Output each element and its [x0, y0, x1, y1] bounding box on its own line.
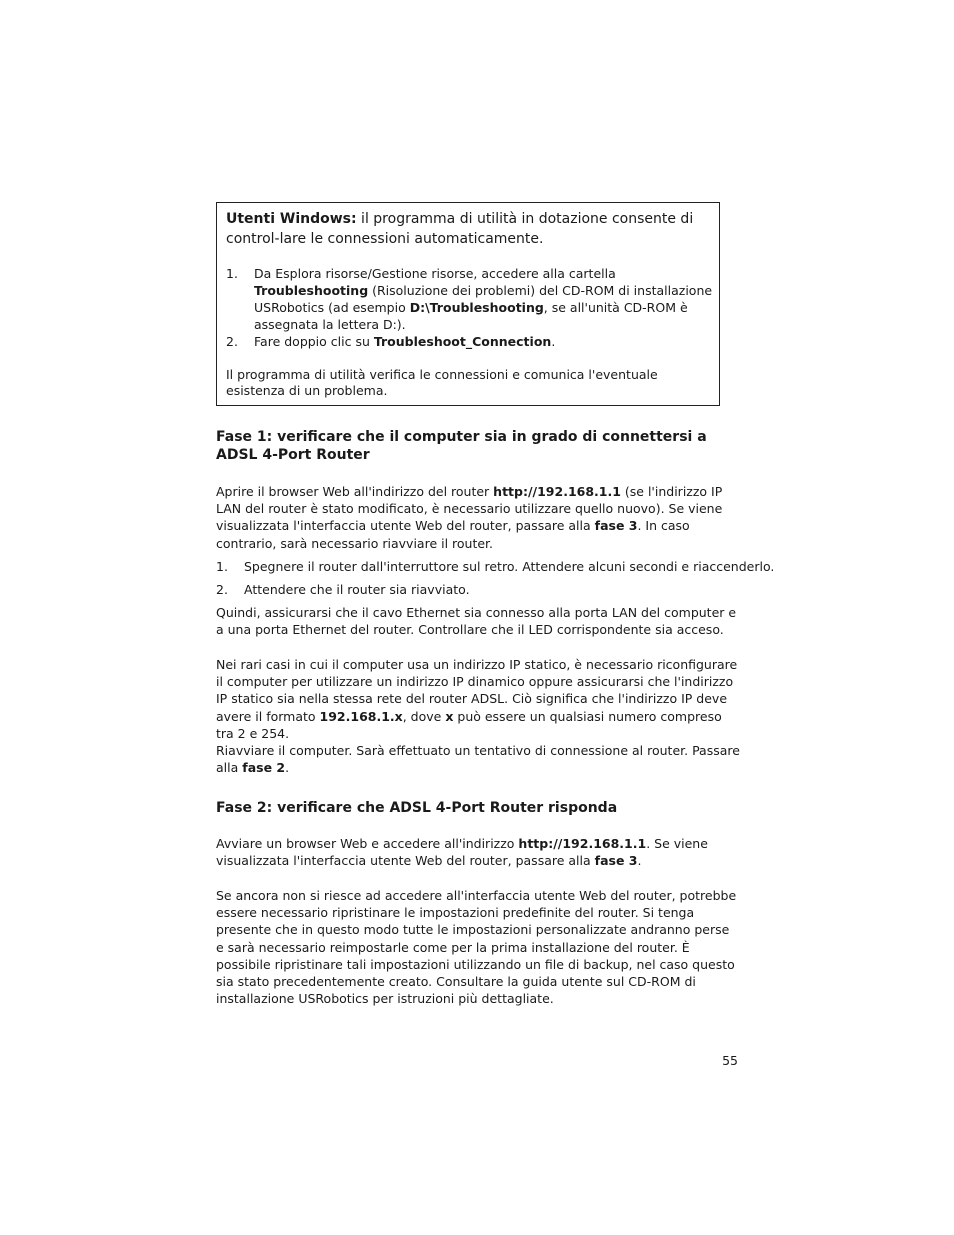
note-step-2-number: 2.: [226, 334, 238, 349]
troubleshoot-connection-name: Troubleshoot_Connection: [373, 334, 552, 349]
step-1-p4-part-c: .: [285, 760, 290, 776]
note-intro: [226, 209, 712, 249]
step-1-p1-part-e: . In caso contrario, sarà necessario riavviare il router.: [216, 518, 690, 551]
step-1-p4-part-a: Riavviare il computer. Sarà effettuato un tentativo di connessione al router. Passare alla: [216, 743, 740, 776]
x-variable: x: [445, 708, 454, 724]
list-item-1-text: Spegnere il router dall'interruttore sul retro. Attendere alcuni secondi e riaccenderlo.: [244, 559, 775, 574]
list-item-2-number: 2.: [216, 582, 228, 597]
windows-users-note-box: [216, 202, 720, 406]
step-2-p1-part-e: .: [637, 853, 642, 869]
note-step-1-number: 1.: [226, 266, 238, 281]
step-1-paragraph-4: [216, 742, 740, 776]
step-2-paragraph-1: [216, 835, 740, 869]
list-item-1-number: 1.: [216, 559, 228, 574]
step-1-p1-part-a: Aprire il browser Web all'indirizzo del router: [216, 484, 494, 499]
troubleshooting-folder-name: Troubleshooting: [254, 283, 369, 298]
step-1-p3-part-c: , dove: [402, 708, 446, 724]
note-step-1-part-c: (Risoluzione dei problemi) del CD-ROM di installazione USRobotics (ad esempio: [254, 283, 713, 315]
step-3-reference-2: fase 3: [594, 853, 638, 869]
troubleshooting-path: D:\Troubleshooting: [409, 300, 544, 315]
page-number: 55: [722, 1053, 738, 1068]
step-1-p3-part-a: Nei rari casi in cui il computer usa un indirizzo IP statico, è necessario riconfigurare il computer per utilizzare un indirizzo IP dinamico oppure assicurarsi che l'indirizzo IP statico sia nella stessa rete del router ADSL. Ciò significa che l'indirizzo IP deve avere il formato: [216, 657, 738, 724]
router-address: http://192.168.1.1: [493, 484, 621, 499]
step-1-paragraph-3: [216, 656, 740, 742]
step-2-p1-part-c: . Se viene visualizzata l'interfaccia utente Web del router, passare alla: [216, 836, 708, 869]
step-1-p3-part-e: può essere un qualsiasi numero compreso tra 2 e 254.: [216, 708, 722, 741]
note-step-2-part-a: Fare doppio clic su: [254, 334, 374, 349]
list-item-2-text: Attendere che il router sia riavviato.: [244, 582, 470, 597]
note-intro-label: Utenti Windows:: [226, 211, 357, 227]
step-3-reference: fase 3: [594, 518, 638, 534]
note-step-2-text: [254, 333, 716, 350]
note-step-1-text: [254, 265, 716, 333]
note-step-1-part-e: , se all'unità CD-ROM è assegnata la lettera D:).: [254, 300, 688, 332]
note-outro: Il programma di utilità verifica le connessioni e comunica l'eventuale esistenza di un problema.: [226, 367, 658, 398]
step-1-paragraph-2: Quindi, assicurarsi che il cavo Ethernet sia connesso alla porta LAN del computer e a una porta Ethernet del router. Controllare che il LED corrispondente sia acceso.: [216, 605, 737, 638]
note-step-1-part-a: Da Esplora risorse/Gestione risorse, accedere alla cartella: [254, 266, 616, 281]
step-2-p1-part-a: Avviare un browser Web e accedere all'indirizzo: [216, 836, 519, 851]
note-step-2-part-c: .: [551, 334, 556, 349]
step-2-reference: fase 2: [242, 760, 286, 776]
step-2-heading: Fase 2: verificare che ADSL 4-Port Router risponda: [216, 800, 618, 816]
step-1-p1-part-c: (se l'indirizzo IP LAN del router è stato modificato, è necessario utilizzare quello nuovo). Se viene visualizzata l'interfaccia utente Web del router, passare alla: [216, 484, 723, 534]
step-2-paragraph-2: Se ancora non si riesce ad accedere all'interfaccia utente Web del router, potrebbe essere necessario ripristinare le impostazioni predefinite del router. Si tenga presente che in questo modo tutte le impostazioni personalizzate andranno perse e sarà necessario reimpostarle come per la prima installazione del router. È possibile ripristinare tali impostazioni utilizzando un file di backup, nel caso questo sia stato precedentemente creato. Consultare la guida utente sul CD-ROM di installazione USRobotics per istruzioni più dettagliate.: [216, 888, 737, 1007]
ip-format: 192.168.1.x: [319, 708, 403, 724]
router-address-2: http://192.168.1.1: [518, 836, 647, 851]
note-intro-text: il programma di utilità in dotazione consente di control-lare le connessioni automaticamente.: [226, 211, 694, 247]
step-1-paragraph-1: [216, 483, 740, 552]
step-1-heading: Fase 1: verificare che il computer sia in grado di connettersi a ADSL 4-Port Router: [216, 429, 707, 463]
